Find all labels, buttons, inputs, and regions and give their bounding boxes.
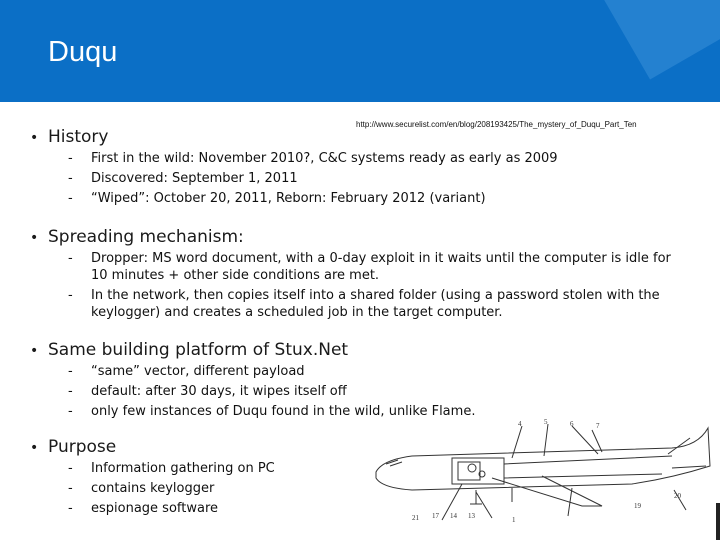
section-spreading [30, 227, 681, 321]
list-item [30, 170, 681, 187]
slide-title: Duqu [48, 36, 118, 68]
dash-icon: - [68, 251, 73, 266]
list-item-text: Discovered: September 1, 2011 [91, 171, 298, 186]
list-item [30, 287, 681, 321]
list-item [30, 383, 681, 400]
bullet-icon: • [30, 130, 39, 146]
dash-icon: - [68, 481, 73, 496]
bullet-icon: • [30, 230, 39, 246]
diagram-label: 19 [634, 502, 641, 510]
list-item-text: default: after 30 days, it wipes itself off [91, 384, 347, 399]
diagram-label: 14 [450, 512, 457, 520]
slide-header [0, 0, 720, 102]
dash-icon: - [68, 364, 73, 379]
list-item-text: only few instances of Duqu found in the wild, unlike Flame. [91, 404, 476, 419]
list-item-text: “Wiped”: October 20, 2011, Reborn: February 2012 (variant) [91, 191, 486, 206]
dash-icon: - [68, 461, 73, 476]
list-item [30, 250, 681, 284]
diagram-label: 5 [544, 418, 548, 426]
list-item-text: “same” vector, different payload [91, 364, 305, 379]
diagram-label: 13 [468, 512, 475, 520]
diagram-label: 4 [518, 420, 522, 428]
list-item-text: First in the wild: November 2010?, C&C systems ready as early as 2009 [91, 151, 558, 166]
section-platform [30, 340, 681, 420]
list-item [30, 190, 681, 207]
dash-icon: - [68, 171, 73, 186]
heading-text: Same building platform of Stux.Net [48, 340, 349, 360]
heading-text: History [48, 127, 109, 147]
bullet-icon: • [30, 440, 39, 456]
source-url: http://www.securelist.com/en/blog/208193425/The_mystery_of_Duqu_Part_Ten [356, 120, 637, 129]
list-item-text: contains keylogger [91, 481, 215, 496]
edge-marker [716, 503, 720, 540]
section-history [30, 127, 681, 207]
dash-icon: - [68, 191, 73, 206]
section-heading [30, 340, 681, 360]
section-heading [30, 227, 681, 247]
diagram-label: 1 [512, 516, 516, 524]
heading-text: Purpose [48, 437, 117, 457]
dash-icon: - [68, 151, 73, 166]
diagram-label: 17 [432, 512, 439, 520]
list-item-text: Information gathering on PC [91, 461, 275, 476]
list-item-text: espionage software [91, 501, 219, 516]
airplane-diagram-icon [372, 418, 712, 530]
list-item [30, 150, 681, 167]
list-item [30, 363, 681, 380]
dash-icon: - [68, 404, 73, 419]
header-decoration [590, 0, 720, 79]
diagram-label: 21 [412, 514, 419, 522]
diagram-label: 6 [570, 420, 574, 428]
diagram-label: 20 [674, 492, 681, 500]
list-item-text: Dropper: MS word document, with a 0-day exploit in it waits until the computer is idle for 10 minutes + other side conditions are met. [91, 251, 671, 283]
dash-icon: - [68, 288, 73, 303]
dash-icon: - [68, 501, 73, 516]
section-heading [30, 127, 681, 147]
diagram-label: 7 [596, 422, 600, 430]
list-item-text: In the network, then copies itself into a shared folder (using a password stolen with the keylogger) and creates a scheduled job in the target computer. [91, 288, 660, 320]
dash-icon: - [68, 384, 73, 399]
heading-text: Spreading mechanism: [48, 227, 244, 247]
bullet-icon: • [30, 343, 39, 359]
